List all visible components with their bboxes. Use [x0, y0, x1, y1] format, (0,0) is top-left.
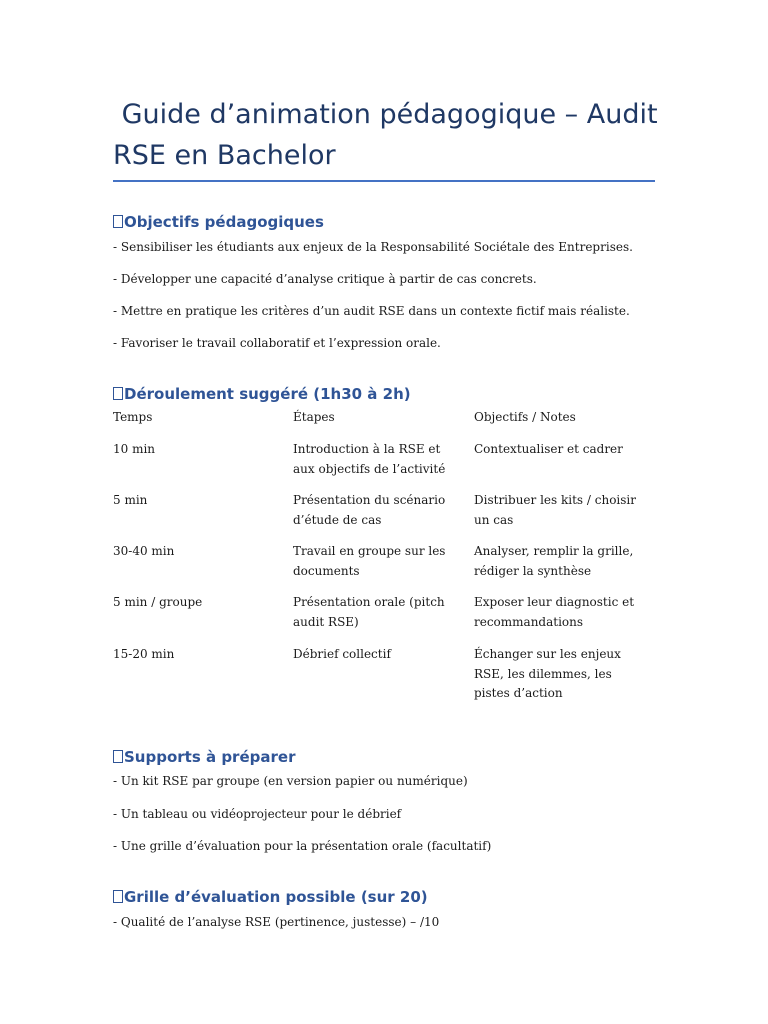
- missing-glyph-icon: [113, 387, 123, 400]
- document-title: Guide d’animation pédagogique – Audit RSE en Bachelor: [113, 99, 667, 171]
- missing-glyph-icon: [113, 890, 123, 903]
- missing-glyph-icon: [113, 215, 123, 228]
- table-cell: Contextualiser et cadrer: [474, 442, 623, 456]
- missing-glyph-icon: [113, 750, 123, 763]
- table-cell: Distribuer les kits / choisir un cas: [474, 493, 636, 527]
- heading-supports-text: Supports à préparer: [124, 748, 296, 766]
- support-item: - Un tableau ou vidéoprojecteur pour le débrief: [113, 807, 402, 821]
- table-cell: 15-20 min: [113, 647, 175, 661]
- table-cell: Débrief collectif: [293, 647, 391, 661]
- table-cell: 5 min: [113, 493, 148, 507]
- heading-deroulement: [113, 385, 411, 403]
- table-cell: Exposer leur diagnostic et recommandations: [474, 595, 635, 629]
- objectif-item: - Développer une capacité d’analyse critique à partir de cas concrets.: [113, 272, 537, 286]
- table-cell: Travail en groupe sur les documents: [293, 544, 446, 578]
- heading-grille: [113, 888, 428, 906]
- table-cell: 5 min / groupe: [113, 595, 203, 609]
- support-item: - Un kit RSE par groupe (en version papier ou numérique): [113, 774, 468, 788]
- title-underline: [113, 180, 655, 182]
- objectif-item: - Mettre en pratique les critères d’un audit RSE dans un contexte fictif mais réaliste.: [113, 304, 630, 318]
- table-cell: 30-40 min: [113, 544, 175, 558]
- table-cell: Présentation du scénario d’étude de cas: [293, 493, 446, 527]
- heading-grille-text: Grille d’évaluation possible (sur 20): [124, 888, 428, 906]
- heading-objectifs-text: Objectifs pédagogiques: [124, 213, 324, 231]
- table-cell: Échanger sur les enjeux RSE, les dilemmes, les pistes d’action: [474, 647, 621, 700]
- support-item: - Une grille d’évaluation pour la présentation orale (facultatif): [113, 839, 492, 853]
- heading-objectifs: [113, 213, 324, 231]
- table-cell: Analyser, remplir la grille, rédiger la synthèse: [474, 544, 634, 578]
- grille-item: - Qualité de l’analyse RSE (pertinence, justesse) – /10: [113, 915, 440, 929]
- objectif-item: - Sensibiliser les étudiants aux enjeux de la Responsabilité Sociétale des Entreprises.: [113, 240, 633, 254]
- table-header-etapes: Étapes: [293, 410, 335, 424]
- table-cell: Présentation orale (pitch audit RSE): [293, 595, 445, 629]
- objectif-item: - Favoriser le travail collaboratif et l’expression orale.: [113, 336, 441, 350]
- table-cell: 10 min: [113, 442, 156, 456]
- table-header-temps: Temps: [113, 410, 153, 424]
- heading-supports: [113, 748, 295, 766]
- table-cell: Introduction à la RSE et aux objectifs de l’activité: [293, 442, 446, 476]
- table-header-objectifs: Objectifs / Notes: [474, 410, 576, 424]
- heading-deroulement-text: Déroulement suggéré (1h30 à 2h): [124, 385, 411, 403]
